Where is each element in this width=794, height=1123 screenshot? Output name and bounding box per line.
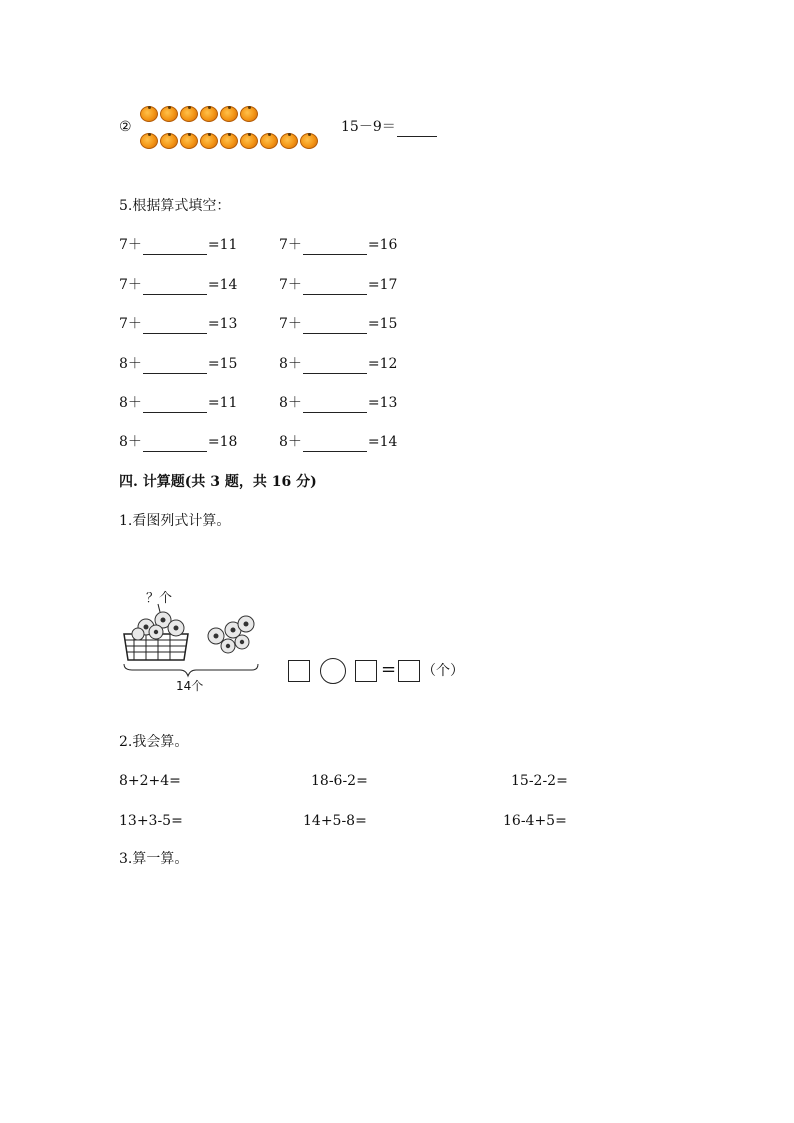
answer-blank[interactable] (143, 238, 207, 255)
equation-prefix: 7＋ (119, 277, 142, 293)
answer-blank[interactable] (303, 435, 367, 452)
answer-box-result[interactable] (398, 660, 420, 682)
orange-icon (280, 133, 298, 149)
answer-blank[interactable] (303, 238, 367, 255)
equation-prefix: 7＋ (119, 237, 142, 253)
illustration-total-label: 14个 (176, 679, 204, 693)
orange-icon (200, 133, 218, 149)
equation-prefix: 7＋ (119, 316, 142, 332)
calc-problem: 8+2+4= (119, 773, 181, 789)
equation-prefix: 8＋ (279, 434, 302, 450)
equation-prefix: 7＋ (279, 237, 302, 253)
q2-title: 2.我会算。 (119, 734, 189, 750)
orange-icon (200, 106, 218, 122)
answer-blank[interactable] (303, 396, 367, 413)
equation-prefix: 8＋ (119, 434, 142, 450)
fill-in-equation (119, 432, 237, 452)
equation-text: 15－9＝ (341, 119, 396, 135)
equation-prefix: 8＋ (279, 356, 302, 372)
answer-blank[interactable] (303, 357, 367, 374)
answer-box-1[interactable] (288, 660, 310, 682)
q1-title: 1.看图列式计算。 (119, 513, 231, 529)
fill-in-equation (279, 275, 397, 295)
fill-in-equation (279, 393, 397, 413)
orange-icon (240, 133, 258, 149)
fill-in-equation (119, 275, 237, 295)
equation-result: =11 (207, 395, 238, 411)
answer-blank[interactable] (397, 120, 437, 137)
orange-row-bottom (140, 133, 318, 149)
answer-blank[interactable] (303, 317, 367, 334)
answer-blank[interactable] (143, 317, 207, 334)
orange-icon (180, 106, 198, 122)
item-marker: ② (119, 119, 132, 135)
equation-prefix: 8＋ (119, 395, 142, 411)
fill-in-equation (119, 235, 237, 255)
orange-icon (300, 133, 318, 149)
fill-in-equation (119, 314, 237, 334)
fill-in-equation (119, 393, 237, 413)
unit-label: （个） (422, 663, 464, 679)
equation-result: =14 (207, 277, 238, 293)
equation-result: =13 (367, 395, 398, 411)
q3-title: 3.算一算。 (119, 851, 189, 867)
calc-problem: 18-6-2= (311, 773, 368, 789)
orange-icon (140, 133, 158, 149)
equals-sign: = (381, 659, 397, 680)
equation-result: =14 (367, 434, 398, 450)
equation-result: =11 (207, 237, 238, 253)
orange-icon (220, 133, 238, 149)
calc-problem: 16-4+5= (503, 813, 567, 829)
equation-result: =13 (207, 316, 238, 332)
answer-box-2[interactable] (355, 660, 377, 682)
subtraction-equation (341, 117, 438, 137)
orange-icon (220, 106, 238, 122)
fill-in-equation (279, 314, 397, 334)
fill-in-equation (279, 235, 397, 255)
equation-result: =15 (367, 316, 398, 332)
orange-icon (160, 133, 178, 149)
calc-problem: 13+3-5= (119, 813, 183, 829)
fill-in-equation (119, 354, 237, 374)
equation-prefix: 8＋ (279, 395, 302, 411)
equation-result: =17 (367, 277, 398, 293)
fill-in-equation (279, 354, 397, 374)
equation-prefix: 7＋ (279, 277, 302, 293)
answer-blank[interactable] (143, 357, 207, 374)
operator-circle[interactable] (320, 658, 346, 684)
equation-result: =16 (367, 237, 398, 253)
equation-result: =12 (367, 356, 398, 372)
orange-icon (260, 133, 278, 149)
calc-problem: 15-2-2= (511, 773, 568, 789)
orange-row-top (140, 106, 258, 122)
fill-in-equation (279, 432, 397, 452)
orange-icon (160, 106, 178, 122)
orange-icon (240, 106, 258, 122)
calc-problem: 14+5-8= (303, 813, 367, 829)
equation-prefix: 8＋ (119, 356, 142, 372)
equation-result: =18 (207, 434, 238, 450)
equation-prefix: 7＋ (279, 316, 302, 332)
basket-balls-illustration (118, 582, 264, 694)
orange-icon (180, 133, 198, 149)
section5-title: 5.根据算式填空： (119, 198, 231, 214)
answer-blank[interactable] (143, 278, 207, 295)
section-four-title: 四. 计算题(共 3 题，共 16 分) (119, 474, 317, 490)
illustration-question-label: ？个 (146, 591, 173, 606)
answer-blank[interactable] (143, 435, 207, 452)
equation-result: =15 (207, 356, 238, 372)
answer-blank[interactable] (303, 278, 367, 295)
orange-icon (140, 106, 158, 122)
answer-blank[interactable] (143, 396, 207, 413)
